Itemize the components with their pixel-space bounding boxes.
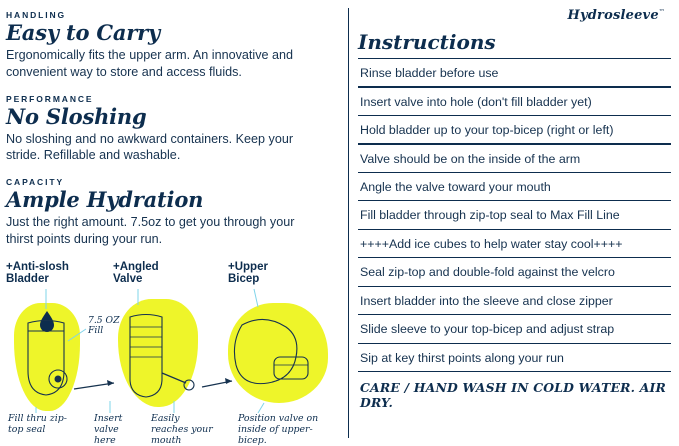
diagram-callout-bicep: +Upper Bicep (228, 260, 268, 286)
feature-headline: Easy to Carry (6, 20, 161, 45)
instruction-step: Slide sleeve to your top-bicep and adjust strap (360, 322, 615, 337)
instruction-step: Valve should be on the inside of the arm (360, 151, 581, 166)
feature-eyebrow: PERFORMANCE (6, 93, 94, 104)
diagram-callout-bladder: +Anti-slosh Bladder (6, 260, 69, 286)
brand-name: Hydrosleeve (567, 8, 659, 23)
diagram-sublabel-reaches-mouth: Easily reaches your mouth (151, 412, 213, 446)
instruction-step: Angle the valve toward your mouth (360, 180, 551, 194)
instruction-step: Insert bladder into the sleeve and close zipper (360, 293, 613, 308)
instructions-title: Instructions (358, 30, 496, 54)
feature-eyebrow: CAPACITY (6, 177, 65, 188)
instruction-step: Hold bladder up to your top-bicep (right or left) (360, 123, 614, 138)
feature-body: Just the right amount. 7.5oz to get you through your thirst points during your run. (6, 215, 295, 246)
diagram-sublabel-position-valve: Position valve on inside of upper-bicep. (238, 412, 319, 446)
feature-body: Ergonomically fits the upper arm. An innovative and convenient way to store and access fluids. (6, 48, 294, 79)
feature-body: No sloshing and no awkward containers. Keep your stride. Refillable and washable. (6, 131, 294, 163)
instruction-step: Rinse bladder before use (360, 66, 499, 81)
fill-note: 7.5 OZ Fill (88, 314, 120, 337)
product-diagram (6, 260, 336, 446)
instruction-step: Fill bladder through zip-top seal to Max Fill Line (360, 208, 620, 223)
trademark-symbol: ™ (658, 8, 665, 16)
feature-eyebrow: HANDLING (6, 10, 67, 20)
diagram-sublabel-fill: Fill thru zip-top seal (8, 412, 67, 435)
brand-logo (358, 8, 665, 23)
instruction-step: ++++Add ice cubes to help water stay cool++++ (360, 236, 623, 251)
instruction-step: Sip at key thirst points along your run (360, 350, 564, 365)
feature-headline: Ample Hydration (6, 187, 204, 213)
instruction-step: Insert valve into hole (don't fill bladder yet) (360, 94, 592, 109)
feature-headline: No Sloshing (6, 103, 147, 129)
diagram-callout-valve: +Angled Valve (113, 260, 159, 286)
instructions-column (340, 0, 679, 446)
feature-performance (6, 94, 326, 165)
feature-handling (6, 10, 326, 81)
feature-capacity (6, 177, 326, 248)
diagram-sublabel-insert-valve: Insert valve here (94, 412, 123, 446)
instruction-step: Seal zip-top and double-fold against the velcro (360, 265, 615, 280)
care-instructions: CARE / HAND WASH IN COLD WATER. AIR DRY. (360, 380, 666, 411)
